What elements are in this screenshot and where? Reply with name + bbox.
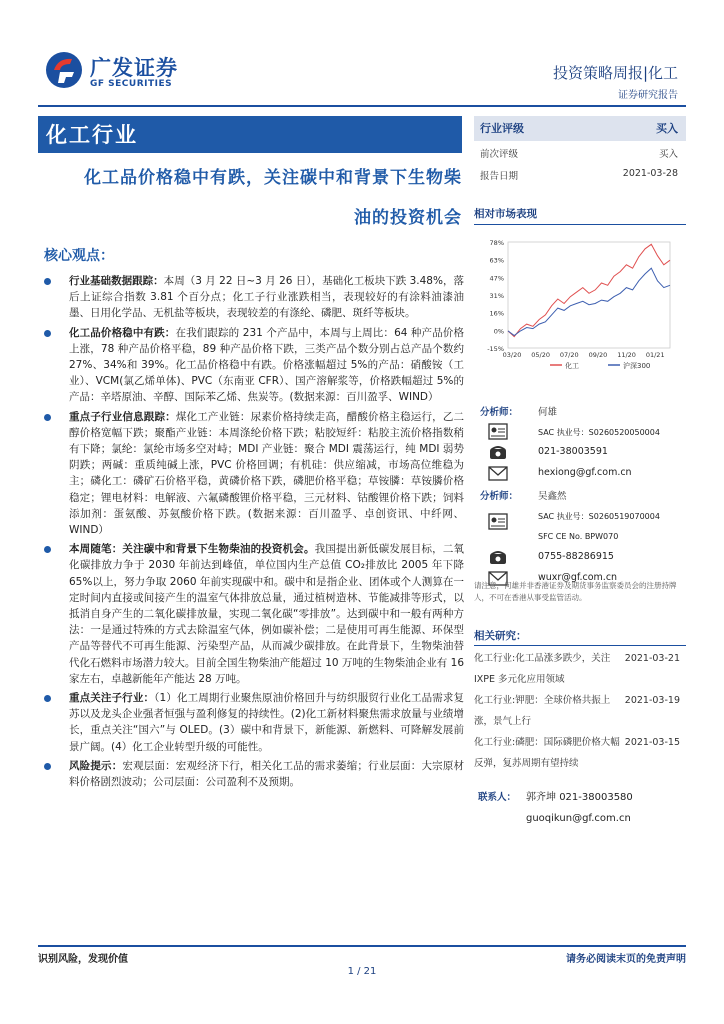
y-tick-label: 0% [493, 327, 504, 336]
related-item-date: 2021-03-15 [624, 737, 680, 748]
x-tick-label: 11/20 [617, 351, 636, 359]
analyst-label: 分析师： [480, 407, 519, 418]
analyst-1-cert-row [474, 421, 686, 442]
bullet-text: 本周（3 月 22 日~3 月 26 日），基础化工板块下跌 3.48%，落后上证综合指数 3.81 个百分点；化工子行业涨跌相当，表现较好的有涂料油漆油墨、日用化学品、无机盐等板块，表现较差的有涤纶、磷肥、斑纤等板块。 [69, 275, 464, 320]
phone-icon [488, 549, 508, 566]
bullet-heading: 本周随笔：关注碳中和背景下生物柴油的投资机会。 [69, 543, 315, 556]
bullet-heading: 重点子行业信息跟踪： [69, 410, 176, 423]
bullet-focus-subindustries [44, 690, 464, 755]
logo-text-cn: 广发证券 [90, 56, 178, 80]
x-tick-label: 07/20 [559, 351, 579, 359]
report-date-value: 2021-03-28 [622, 168, 678, 179]
legend-label: 沪深300 [623, 362, 651, 370]
page-number: 1 / 21 [347, 966, 377, 977]
x-tick-label: 09/20 [588, 351, 608, 359]
contact-email[interactable]: guoqikun@gf.com.cn [526, 813, 631, 824]
analyst-sfc-no: SFC CE No. BPW070 [538, 532, 619, 541]
bullet-heading: 化工品价格稳中有跌： [69, 326, 176, 339]
hk-disclaimer: 请注意，何雄并非香港证券及期货事务监察委员会的注册持牌人，不可在香港从事受监管活动。 [474, 581, 677, 602]
bullet-heading: 行业基础数据跟踪： [69, 275, 164, 287]
related-item[interactable] [474, 732, 686, 774]
y-tick-label: 47% [489, 274, 504, 283]
bullet-dot-icon [44, 278, 51, 285]
relative-performance-title: 相对市场表现 [474, 208, 537, 220]
mail-icon [488, 465, 508, 482]
y-tick-label: 16% [489, 309, 504, 318]
analysts-block [474, 400, 686, 589]
perf-divider [474, 224, 686, 225]
chart-frame [508, 242, 670, 348]
related-item[interactable] [474, 648, 686, 690]
analyst-phone: 021-38003591 [538, 446, 608, 457]
rating-box [474, 116, 686, 185]
related-item-date: 2021-03-19 [624, 695, 680, 706]
prev-rating-value: 买入 [658, 149, 678, 160]
related-research-title: 相关研究： [474, 630, 527, 642]
bullet-price-trend [44, 325, 464, 406]
analyst-name: 何雄 [538, 407, 558, 418]
bullet-dot-icon [44, 546, 51, 553]
bullet-text: 我国提出新低碳发展目标，二氧化碳排放力争于 2030 年前达到峰值，单位国内生产总值 CO₂排放比 2005 年下降 65%以上，努力争取 2060 年前实现碳中和。碳中和是指企业、团体或个人测算在一定时间内直接或间接产生的温室气体排放总量，通过植树造林、节能减排等形式，以抵消自身产生的二氧化碳排放量，实现二氧化碳“零排放”。达到碳中和一般有两种方法：一是通过特殊的方式去除温室气体，例如碳补偿；二是使用可再生能源、环保型产品等替代不可再生能源、污染型产品，从而减少碳排放。在此背景下，生物柴油替代化石燃料市场潜力较大。目前全国生物柴油产能超过 10 万吨的生物柴油企业有 16 家左右，卓越新能年产能达 28 万吨。 [69, 543, 465, 685]
analyst-1-email-row [474, 463, 686, 484]
industry-banner [38, 116, 462, 153]
analyst-email[interactable]: wuxr@gf.com.cn [538, 572, 618, 583]
related-item-date: 2021-03-21 [624, 653, 680, 664]
industry-title: 化工行业 [46, 123, 138, 147]
bullet-heading: 风险提示： [69, 759, 123, 772]
related-item-title[interactable]: 化工行业:钾肥：全球价格共振上涨，景气上行 [474, 695, 611, 727]
bullet-heading: 重点关注子行业： [69, 692, 155, 705]
report-date-label: 报告日期 [480, 171, 519, 182]
contact-phone: 021-38003580 [559, 792, 633, 803]
footer-disclaimer-note: 请务必阅读末页的免责声明 [566, 954, 686, 965]
bullet-text: 煤化工产业链：尿素价格持续走高，醋酸价格主稳运行，乙二醇价格宽幅下跌；聚酯产业链：本周涤纶价格下跌；粘胶短纤：粘胶主流价格指数稍有下降；氯纶：氯纶市场多空对峙；MDI 产业链：聚合 MDI 震荡运行，纯 MDI 弱势阴跌；两碱：重质纯碱上涨，PVC 价格回调；有机硅：供应缩减，市场高位维稳为主；磷化工：磷矿石价格平稳，黄磷价格下跌，磷肥价格平稳；草铵膦：草铵膦价格稳定；锂电材料：电解液、六氟磷酸锂价格平稳，三元材料、钴酸锂价格下跌；饲料添加剂：蛋氨酸、苏氨酸价格下跌。(数据来源：百川盈孚、卓创资讯、中纤网、WIND） [69, 410, 465, 537]
bullet-text: 在我们跟踪的 231 个产品中，本周与上周比：64 种产品价格上涨，78 种产品价格平稳，89 种产品价格下跌，三类产品个数分别占总产品个数约 27%、34%和 39%。化工品价格稳中有跌。价格涨幅超过 5%的产品：硝酸铵（工业）、VCM(氯乙烯单体)、PVC（东南亚 CFR）、国产溶解浆等，价格跌幅超过 5%的产品：辛塔原油、辛醇、国际苯乙烯、焦炭等。(数据来源：百川盈孚、WIND） [69, 326, 464, 404]
related-item-title[interactable]: 化工行业:化工品涨多跌少，关注 IXPE 多元化应用领域 [474, 653, 611, 685]
analyst-sac-no: SAC 执业号：S0260520050004 [538, 428, 660, 437]
rating-header [474, 116, 686, 141]
analyst-name: 吴鑫然 [538, 491, 567, 502]
footer-slogan: 识别风险，发现价值 [38, 954, 128, 965]
prev-rating-label: 前次评级 [480, 149, 519, 160]
y-tick-label: -15% [487, 345, 504, 353]
headline-line-2: 油的投资机会 [354, 208, 462, 228]
analyst-sac-no: SAC 执业号：S0260519070004 [538, 512, 660, 521]
analyst-1-phone-row [474, 442, 686, 463]
relative-performance-chart [474, 232, 686, 372]
gf-logo [44, 50, 204, 96]
y-tick-label: 63% [489, 256, 504, 265]
related-item-title[interactable]: 化工行业:磷肥：国际磷肥价格大幅反弹，复苏周期有望持续 [474, 737, 620, 769]
analyst-2-row [474, 484, 686, 505]
bullet-dot-icon [44, 695, 51, 702]
bullet-text: （1）化工周期行业聚焦原油价格回升与纺织服贸行业化工品需求复苏以及龙头企业强者恒强与盈利修复的持续性。(2)化工新材料聚焦需求放量与业绩增长，重点关注“国六”与 OLED。(3）碳中和背景下，新能源、新燃料、可降解发展前景广阔。(4）化工企业转型升级的可能性。 [69, 692, 465, 753]
report-subtitle: 证券研究报告 [618, 90, 678, 101]
x-tick-label: 01/21 [645, 351, 665, 359]
y-tick-label: 31% [489, 292, 504, 300]
rating-label: 行业评级 [480, 122, 524, 135]
x-tick-label: 05/20 [531, 351, 551, 359]
prev-rating-row [474, 141, 686, 163]
bullet-text: 宏观层面：宏观经济下行，相关化工品的需求萎缩；行业层面：大宗原材料价格剧烈波动；公司层面：公司盈利不及预期。 [69, 759, 465, 789]
y-tick-label: 78% [489, 239, 504, 247]
analyst-2-cert-row [474, 505, 686, 526]
contact-block [478, 787, 688, 829]
contact-name: 郭齐坤 [526, 792, 556, 803]
bullet-dot-icon [44, 763, 51, 770]
certificate-icon [488, 423, 508, 440]
contact-label: 联系人： [478, 792, 517, 803]
x-tick-label: 03/20 [502, 351, 522, 359]
analyst-label: 分析师： [480, 491, 519, 502]
legend-label: 化工 [565, 362, 579, 370]
bullet-risk-warning [44, 758, 464, 790]
logo-text-en: GF SECURITIES [90, 79, 173, 89]
series-line-chemical [508, 244, 670, 336]
bullet-weekly-essay [44, 541, 464, 687]
related-divider [474, 645, 686, 646]
footer-divider [38, 945, 686, 947]
header-divider [38, 105, 686, 107]
analyst-email[interactable]: hexiong@gf.com.cn [538, 467, 632, 478]
report-date-row [474, 163, 686, 185]
report-type: 投资策略周报|化工 [552, 64, 678, 82]
phone-icon [488, 444, 508, 461]
related-item[interactable] [474, 690, 686, 732]
series-line-hs300 [508, 268, 670, 335]
bullet-dot-icon [44, 414, 51, 421]
core-views-title: 核心观点： [44, 248, 114, 264]
gf-logo-icon [44, 50, 84, 90]
bullet-data-tracking [44, 273, 464, 322]
headline-line-1: 化工品价格稳中有跌，关注碳中和背景下生物柴 [84, 168, 462, 188]
bullet-subindustry-tracking [44, 409, 464, 539]
analyst-1-row [474, 400, 686, 421]
rating-value: 买入 [656, 122, 678, 135]
analyst-phone: 0755-88286915 [538, 551, 614, 562]
bullet-dot-icon [44, 330, 51, 337]
analyst-2-sfc-row [474, 526, 686, 547]
core-views-list [44, 273, 464, 793]
analyst-2-phone-row [474, 547, 686, 568]
